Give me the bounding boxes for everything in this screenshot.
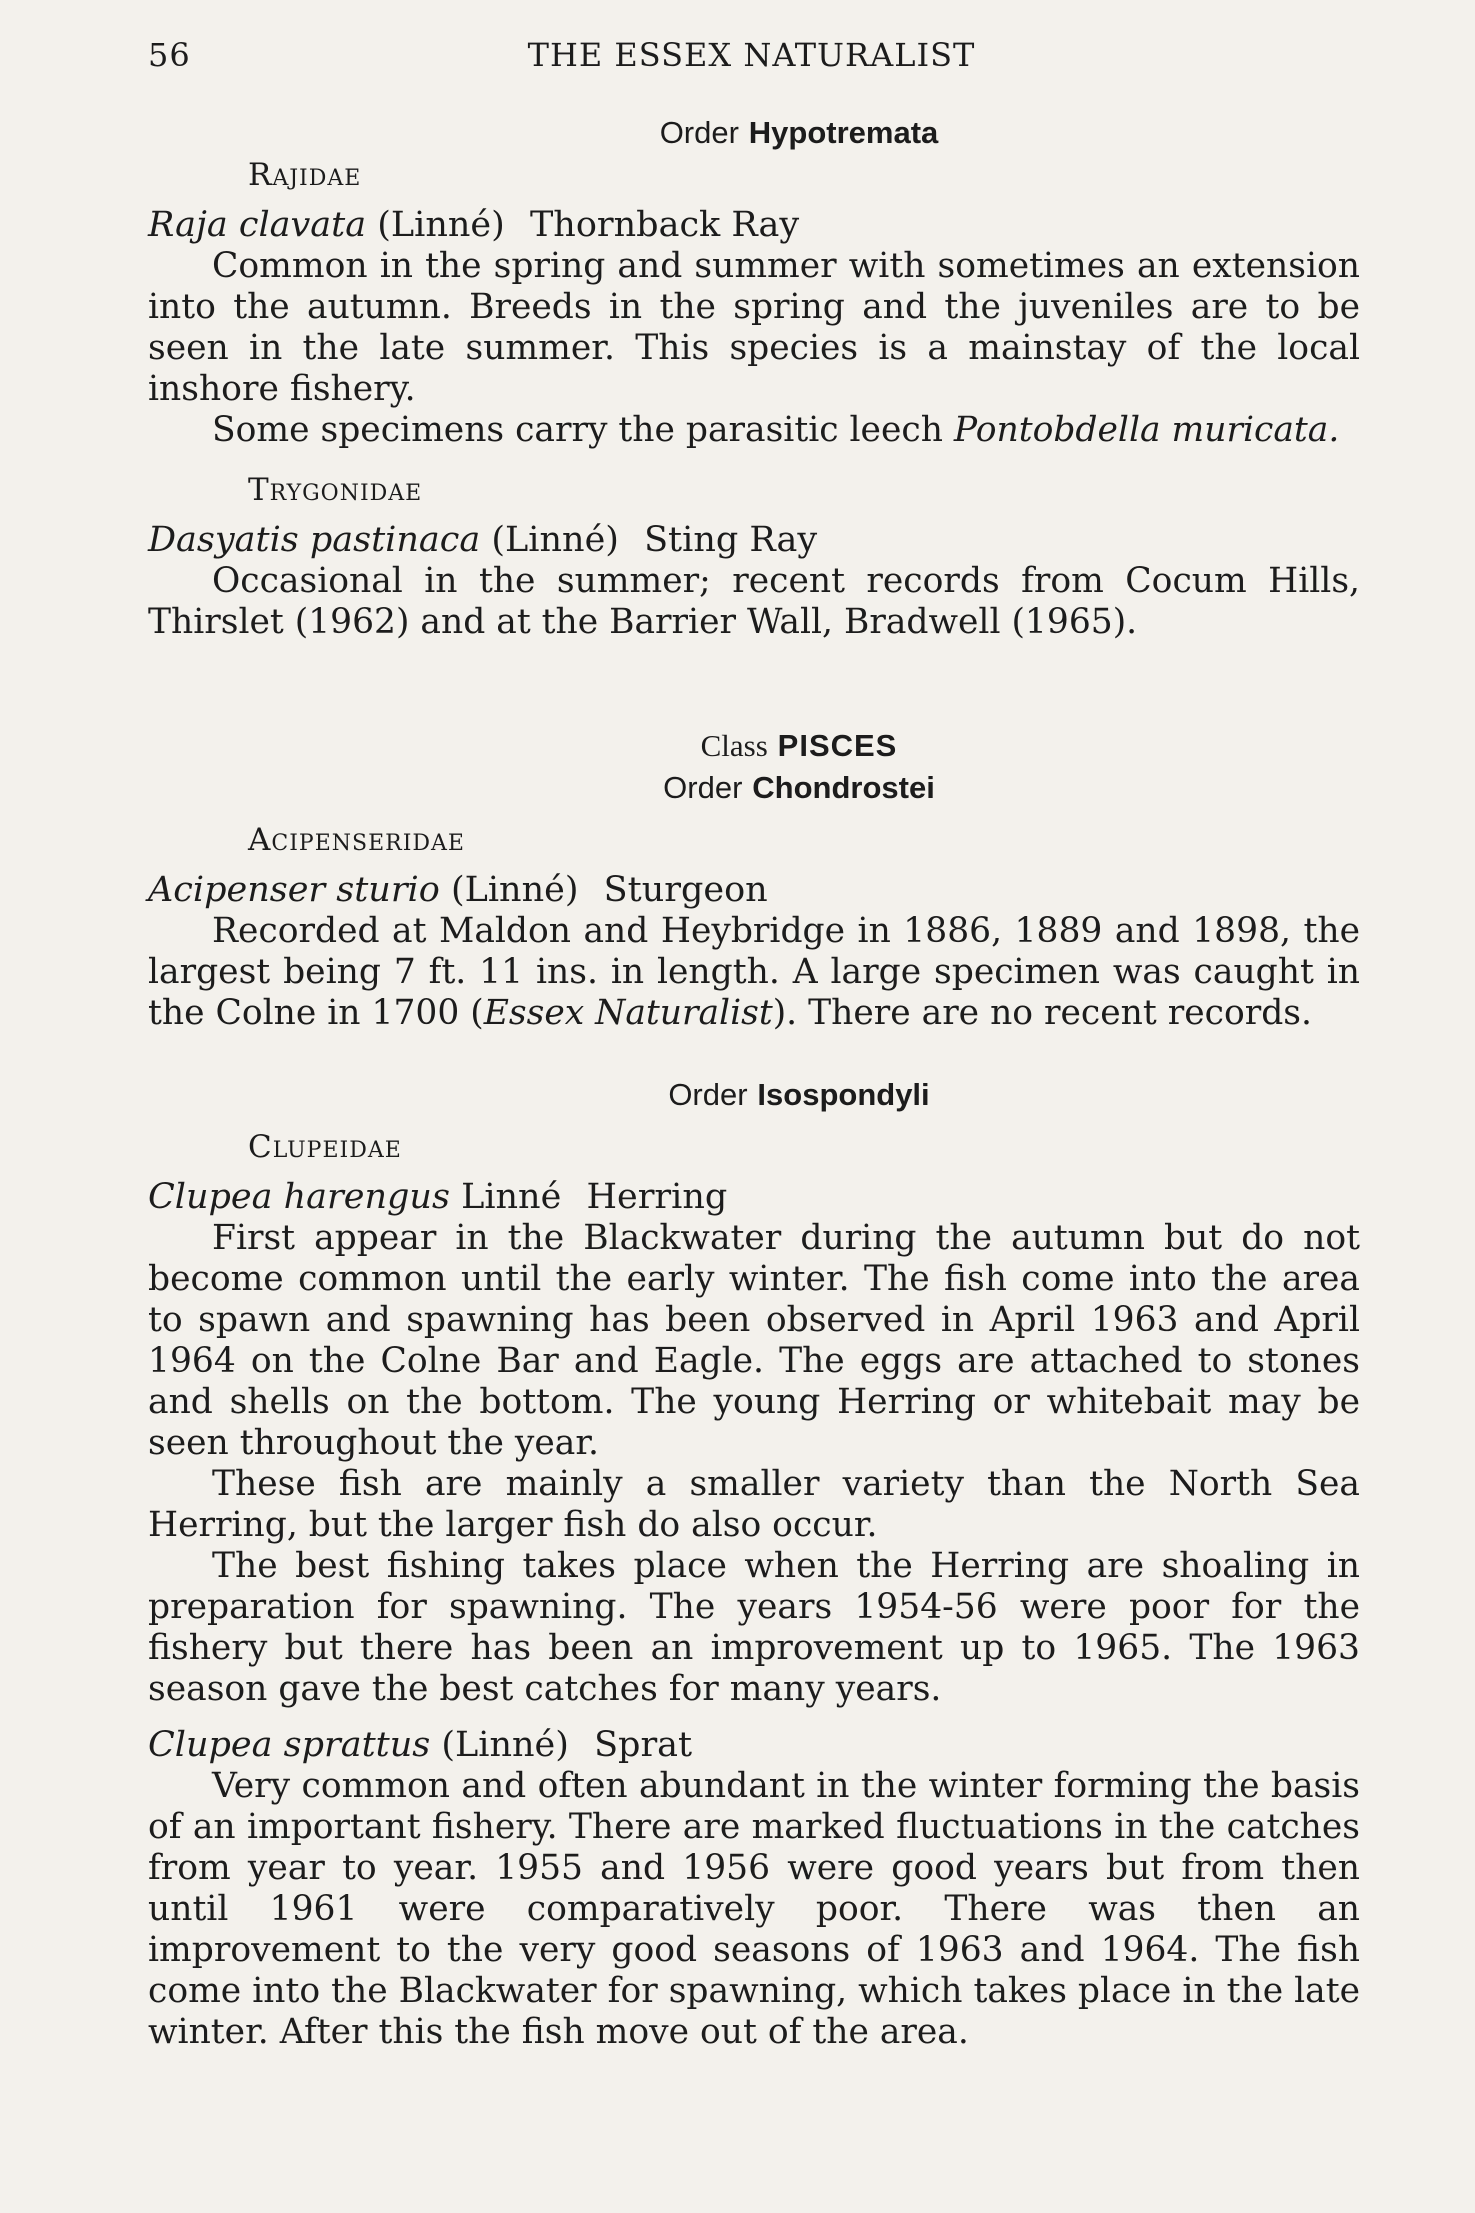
journal-title: THE ESSEX NATURALIST [527, 36, 976, 74]
page-number: 56 [148, 36, 191, 74]
species-paragraph: Common in the spring and summer with sometimes an extension into the autumn. Breeds in the spring and the juveniles are to be seen in the late summer. This species is a mainstay of the local inshore fishery. [148, 246, 1360, 409]
paragraph-text: ). There are no recent records. [772, 993, 1312, 1033]
article-body [148, 112, 1360, 2053]
running-head [148, 36, 1355, 80]
species-line-clupea-sprattus [148, 1724, 1360, 1766]
family-heading-rajidae: Rajidae [248, 157, 362, 193]
citation-title: Essex Naturalist [483, 993, 773, 1033]
species-scientific-name: Clupea harengus [148, 1177, 450, 1217]
species-scientific-name: Dasyatis pastinaca [148, 520, 481, 560]
species-authority: (Linné) [491, 520, 619, 560]
family-heading-clupeidae: Clupeidae [248, 1129, 402, 1165]
order-heading-isospondyli [148, 1074, 1360, 1116]
species-common-name: Sturgeon [603, 870, 768, 910]
order-name: Isospondyli [757, 1077, 930, 1112]
species-scientific-name: Acipenser sturio [148, 870, 440, 910]
species-line-acipenser-sturio [148, 869, 1360, 911]
species-paragraph [148, 911, 1360, 1034]
family-heading-acipenseridae: Acipenseridae [248, 822, 465, 858]
order-heading-hypotremata [148, 112, 1360, 154]
species-line-dasyatis-pastinaca [148, 519, 1360, 561]
family-heading-trygonidae: Trygonidae [248, 472, 423, 508]
class-heading-pisces [148, 725, 1360, 767]
leech-scientific-name: Pontobdella muricata. [953, 410, 1340, 450]
species-common-name: Herring [586, 1177, 728, 1217]
species-scientific-name: Clupea sprattus [148, 1725, 431, 1765]
class-word: Class [700, 728, 768, 763]
species-common-name: Sprat [594, 1725, 693, 1765]
class-name: PISCES [777, 728, 898, 763]
species-paragraph: The best fishing takes place when the Herring are shoaling in preparation for spawning. The years 1954-56 were poor for the fishery but there has been an improvement up to 1965. The 1963 season gave the best catches for many years. [148, 1546, 1360, 1709]
species-common-name: Thornback Ray [529, 205, 800, 245]
order-word: Order [663, 770, 743, 805]
species-common-name: Sting Ray [644, 520, 818, 560]
order-word: Order [659, 115, 739, 150]
leech-text: Some specimens carry the parasitic leech [212, 410, 943, 450]
species-paragraph: Very common and often abundant in the winter forming the basis of an important fishery. There are marked fluctuations in the catches from year to year. 1955 and 1956 were good years but from then until 1961 were comparatively poor. There was then an improvement to the very good seasons of 1963 and 1964. The fish come into the Blackwater for spawning, which takes place in the late winter. After this the fish move out of the area. [148, 1766, 1360, 2052]
species-paragraph: Occasional in the summer; recent records from Cocum Hills, Thirslet (1962) and at the Barrier Wall, Bradwell (1965). [148, 561, 1360, 642]
order-name: Hypotremata [748, 115, 939, 150]
species-authority: (Linné) [377, 205, 505, 245]
species-authority: (Linné) [441, 1725, 569, 1765]
order-word: Order [668, 1077, 748, 1112]
species-authority: Linné [461, 1177, 562, 1217]
species-authority: (Linné) [450, 870, 579, 910]
species-scientific-name: Raja clavata [148, 205, 367, 245]
species-paragraph: First appear in the Blackwater during the autumn but do not become common until the early winter. The fish come into the area to spawn and spawning has been observed in April 1963 and April 1964 on the Colne Bar and Eagle. The eggs are attached to stones and shells on the bottom. The young Herring or whitebait may be seen throughout the year. [148, 1218, 1360, 1463]
species-paragraph [148, 410, 1360, 451]
species-line-raja-clavata [148, 204, 1360, 246]
paragraph-text: Recorded at Maldon and Heybridge in 1886, 1889 and 1898, the largest being 7 ft. 11 ins. in length. A large specimen was caught in the Colne in 1700 ( [148, 911, 1360, 1033]
order-name: Chondrostei [752, 770, 935, 805]
species-line-clupea-harengus [148, 1176, 1360, 1218]
species-paragraph: These fish are mainly a smaller variety than the North Sea Herring, but the larger fish do also occur. [148, 1464, 1360, 1545]
order-heading-chondrostei [148, 767, 1360, 809]
